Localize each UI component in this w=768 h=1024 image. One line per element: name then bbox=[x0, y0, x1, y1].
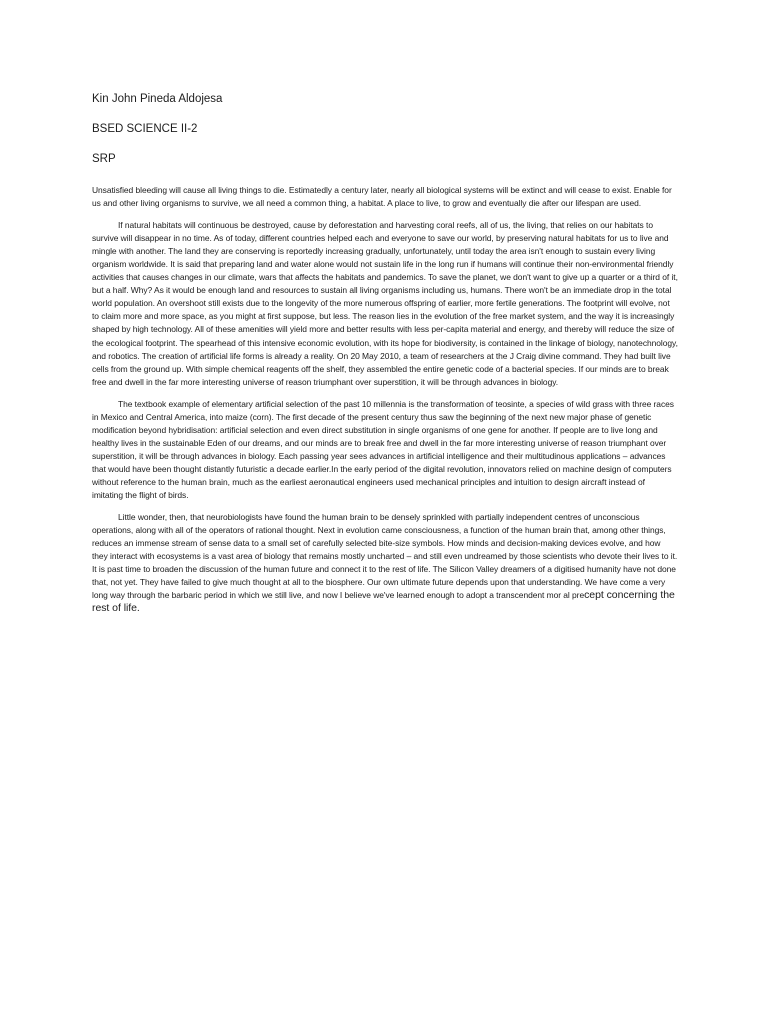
paragraph-1: Unsatisfied bleeding will cause all living things to die. Estimatedly a century later, nearly all biological systems will be extinct and will cease to exist. Enable for us and other living organisms to survive, we all need a common thing, a habitat. A place to live, to grow and eventually die after our lifespan are used. bbox=[92, 185, 672, 209]
subject-code: SRP bbox=[92, 153, 116, 165]
document-page bbox=[92, 92, 678, 624]
class-section: BSED SCIENCE II-2 bbox=[92, 123, 198, 135]
paragraph-4-body: Little wonder, then, that neurobiologists have found the human brain to be densely sprinkled with partially independent centres of unconscious operations, along with all of the operators of rational thought. Next in evolution came consciousness, a function of the human brain that, among other things, reduces an immense stream of sense data to a small set of carefully selected bite-size symbols. How minds and decision-making devices evolve, and how they interact with ecosystems is a vast area of biology that remains mostly uncharted – and still even undreamed by those scientists who devote their lives to it. It is past time to broaden the discussion of the human future and connect it to the rest of life. The Silicon Valley dreamers of a digitised humanity have not done that, not yet. They have failed to give much thought at all to the biosphere. Our own ultimate future depends upon that understanding. We have come a very long way through the barbaric period in which we still live, and now I believe we've learned enough to adopt a transcendent mor al pre bbox=[92, 512, 678, 601]
paragraph-4-tail: cept concerning the rest of life. bbox=[92, 589, 675, 615]
author-name: Kin John Pineda Aldojesa bbox=[92, 93, 223, 105]
paragraph-2: If natural habitats will continuous be destroyed, cause by deforestation and harvesting coral reefs, all of us, the living, that relies on our habitats to survive will disappear in no time. As of today, different countries helped each and everyone to save our world, by preserving natural habitats for us to live and mingle with another. The land they are conserving is reportedly increasing gradually, unfortunately, until today the area isn't enough to sustain every living organism worldwide. It is said that preparing land and water alone would not sustain life in the long run if humans will continue their non-environmental friendly activities that causes changes in our climate, wars that affects the habitats and pandemics. To save the planet, we don't want to give up a quarter or a third of it, but a half. Why? As it would be enough land and resources to sustain all living organisms including us, humans. There won't be an immediate drop in the total world population. An overshoot still exists due to the longevity of the more numerous offspring of earlier, more fertile generations. The footprint will evolve, not to claim more and more space, as you might at first suppose, but less. The reason lies in the evolution of the free market system, and the way it is increasingly shaped by high technology. All of these amenities will yield more and better results with less per-capita material and energy, and thereby will reduce the size of the ecological footprint. The spearhead of this intensive economic evolution, with its hope for biodiversity, is contained in the linkage of biology, nanotechnology, and robotics. The creation of artificial life forms is already a reality. On 20 May 2010, a team of researchers at the J Craig divine command. They had built live cells from the ground up. With simple chemical reagents off the shelf, they assembled the entire genetic code of a bacterial species. If our minds are to break free and dwell in the far more interesting universe of reason triumphant over superstition, it will be through advances in biology. bbox=[92, 220, 678, 387]
paragraph-3: The textbook example of elementary artificial selection of the past 10 millennia is the transformation of teosinte, a species of wild grass with three races in Mexico and Central America, into maize (corn). The first decade of the present century thus saw the beginning of the next new major phase of genetic modification beyond hybridisation: artificial selection and even direct substitution in single organisms of one gene for another. If people are to live long and healthy lives in the sustainable Eden of our dreams, and our minds are to break free and dwell in the far more interesting universe of reason triumphant over superstition, it will be through advances in biology. Each passing year sees advances in artificial intelligence and their multitudinous applications – advances that would have been thought distantly futuristic a decade earlier.In the early period of the digital revolution, innovators relied on machine design of computers without reference to the human brain, much as the earliest aeronautical engineers used mechanical principles and intuition to design aircraft instead of imitating the flight of birds. bbox=[92, 398, 674, 501]
paragraph-4 bbox=[92, 511, 678, 615]
